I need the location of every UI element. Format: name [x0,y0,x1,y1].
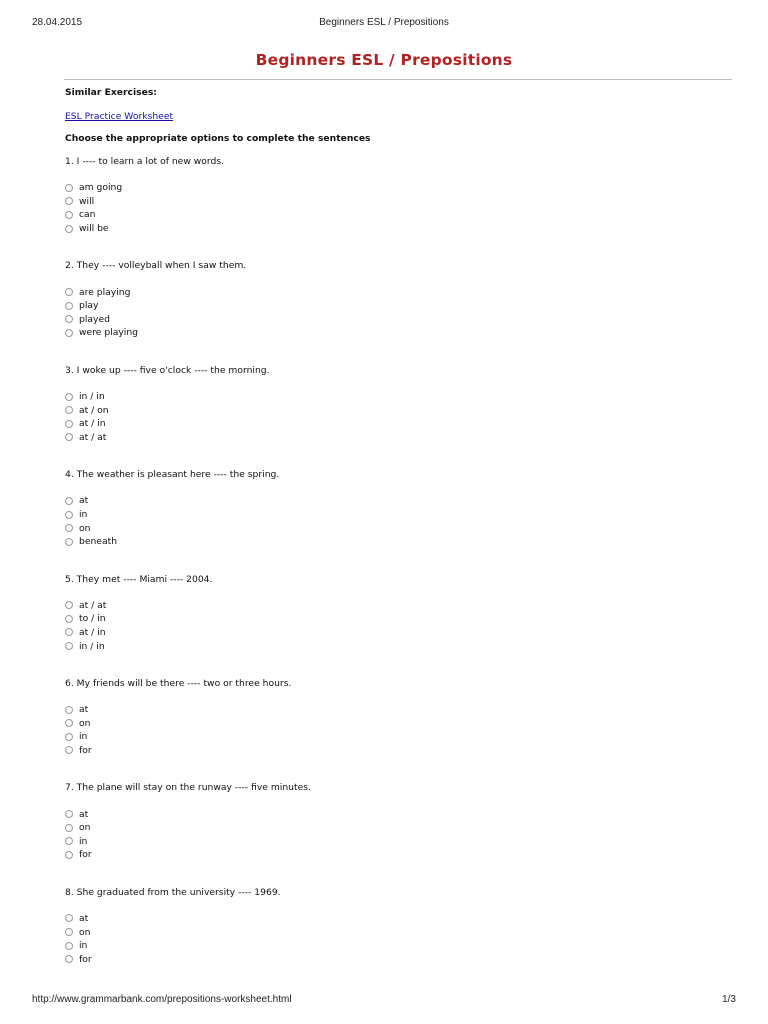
radio-button[interactable] [65,406,73,414]
option-label: beneath [79,536,118,548]
option-label: at [79,808,89,820]
option-label: am going [79,182,123,194]
radio-button[interactable] [65,615,73,623]
page-title: Beginners ESL / Prepositions [255,51,513,69]
option-row[interactable] [65,494,725,508]
option-label: at / at [79,599,107,611]
option-label: to / in [79,613,106,625]
question-6 [65,677,725,772]
option-group [65,285,725,339]
radio-button[interactable] [65,837,73,845]
option-label: in [79,509,88,521]
option-label: for [79,744,92,756]
radio-button[interactable] [65,719,73,727]
radio-button[interactable] [65,746,73,754]
question-text: 8. She graduated from the university ---- 1969. [65,886,281,898]
option-row[interactable] [65,521,725,535]
option-label: in [79,731,88,743]
print-doc-title: Beginners ESL / Prepositions [319,17,449,28]
option-group [65,181,725,235]
option-label: on [79,822,91,834]
option-row[interactable] [65,195,725,209]
option-row[interactable] [65,912,725,926]
option-group [65,599,725,653]
option-label: in / in [79,640,105,652]
option-row[interactable] [65,848,725,862]
radio-button[interactable] [65,524,73,532]
option-row[interactable] [65,834,725,848]
option-label: can [79,209,96,221]
option-row[interactable] [65,222,725,236]
radio-button[interactable] [65,642,73,650]
print-url: http://www.grammarbank.com/prepositions-worksheet.html [32,994,292,1005]
radio-button[interactable] [65,393,73,401]
option-label: for [79,953,92,965]
option-row[interactable] [65,417,725,431]
option-row[interactable] [65,431,725,445]
radio-button[interactable] [65,302,73,310]
question-7 [65,781,725,876]
option-row[interactable] [65,326,725,340]
radio-button[interactable] [65,329,73,337]
radio-button[interactable] [65,628,73,636]
option-label: at [79,912,89,924]
option-row[interactable] [65,939,725,953]
radio-button[interactable] [65,824,73,832]
option-row[interactable] [65,821,725,835]
question-5 [65,573,725,668]
option-group [65,390,725,444]
radio-button[interactable] [65,225,73,233]
option-row[interactable] [65,703,725,717]
radio-button[interactable] [65,211,73,219]
radio-button[interactable] [65,733,73,741]
radio-button[interactable] [65,197,73,205]
option-row[interactable] [65,299,725,313]
question-text: 5. They met ---- Miami ---- 2004. [65,573,213,585]
option-group [65,912,725,966]
print-header [32,17,736,31]
option-group [65,703,725,757]
option-row[interactable] [65,508,725,522]
question-text: 1. I ---- to learn a lot of new words. [65,156,225,167]
worksheet-content [65,86,725,966]
option-row[interactable] [65,807,725,821]
esl-practice-worksheet-link[interactable]: ESL Practice Worksheet [65,111,174,122]
option-row[interactable] [65,390,725,404]
radio-button[interactable] [65,955,73,963]
question-spacer [65,444,725,459]
radio-button[interactable] [65,914,73,922]
print-date: 28.04.2015 [32,17,83,28]
radio-button[interactable] [65,942,73,950]
question-text: 7. The plane will stay on the runway ---- five minutes. [65,782,311,794]
question-spacer [65,340,725,355]
instructions: Choose the appropriate options to complete the sentences [65,133,371,144]
page-number: 1/3 [722,994,736,1005]
option-row[interactable] [65,744,725,758]
radio-button[interactable] [65,433,73,441]
option-row[interactable] [65,925,725,939]
question-text: 2. They ---- volleyball when I saw them. [65,260,247,272]
option-row[interactable] [65,535,725,549]
option-label: on [79,522,91,534]
option-group [65,494,725,548]
option-group [65,807,725,861]
question-spacer [65,235,725,250]
radio-button[interactable] [65,538,73,546]
option-label: played [79,313,110,325]
title-divider [64,79,732,80]
option-label: on [79,926,91,938]
radio-button[interactable] [65,184,73,192]
option-label: at [79,495,89,507]
option-label: will [79,195,95,207]
question-spacer [65,653,725,668]
option-row[interactable] [65,313,725,327]
question-text: 6. My friends will be there ---- two or three hours. [65,677,292,689]
option-row[interactable] [65,181,725,195]
option-row[interactable] [65,599,725,613]
question-list [65,155,725,966]
radio-button[interactable] [65,601,73,609]
option-label: were playing [79,327,138,339]
radio-button[interactable] [65,511,73,519]
option-label: at / in [79,418,106,430]
question-spacer [65,862,725,877]
option-label: will be [79,223,109,235]
radio-button[interactable] [65,420,73,428]
option-label: at / on [79,404,109,416]
option-label: in [79,835,88,847]
option-row[interactable] [65,952,725,966]
option-label: at [79,704,89,716]
question-8 [65,886,725,966]
option-label: play [79,300,99,312]
option-row[interactable] [65,208,725,222]
option-row[interactable] [65,730,725,744]
option-label: at / at [79,431,107,443]
print-footer [32,994,736,1008]
option-row[interactable] [65,626,725,640]
question-text: 4. The weather is pleasant here ---- the spring. [65,469,280,481]
similar-exercises-label: Similar Exercises: [65,87,157,98]
option-row[interactable] [65,403,725,417]
radio-button[interactable] [65,928,73,936]
question-spacer [65,757,725,772]
question-3 [65,364,725,459]
option-label: in / in [79,391,105,403]
option-row[interactable] [65,716,725,730]
option-label: on [79,717,91,729]
option-row[interactable] [65,639,725,653]
question-1 [65,155,725,250]
option-row[interactable] [65,612,725,626]
option-label: in [79,940,88,952]
radio-button[interactable] [65,851,73,859]
radio-button[interactable] [65,315,73,323]
question-text: 3. I woke up ---- five o'clock ---- the morning. [65,364,270,376]
option-label: for [79,849,92,861]
option-row[interactable] [65,285,725,299]
option-label: at / in [79,626,106,638]
radio-button[interactable] [65,288,73,296]
radio-button[interactable] [65,497,73,505]
question-spacer [65,549,725,564]
option-label: are playing [79,286,131,298]
question-4 [65,468,725,563]
radio-button[interactable] [65,810,73,818]
question-2 [65,259,725,354]
radio-button[interactable] [65,706,73,714]
